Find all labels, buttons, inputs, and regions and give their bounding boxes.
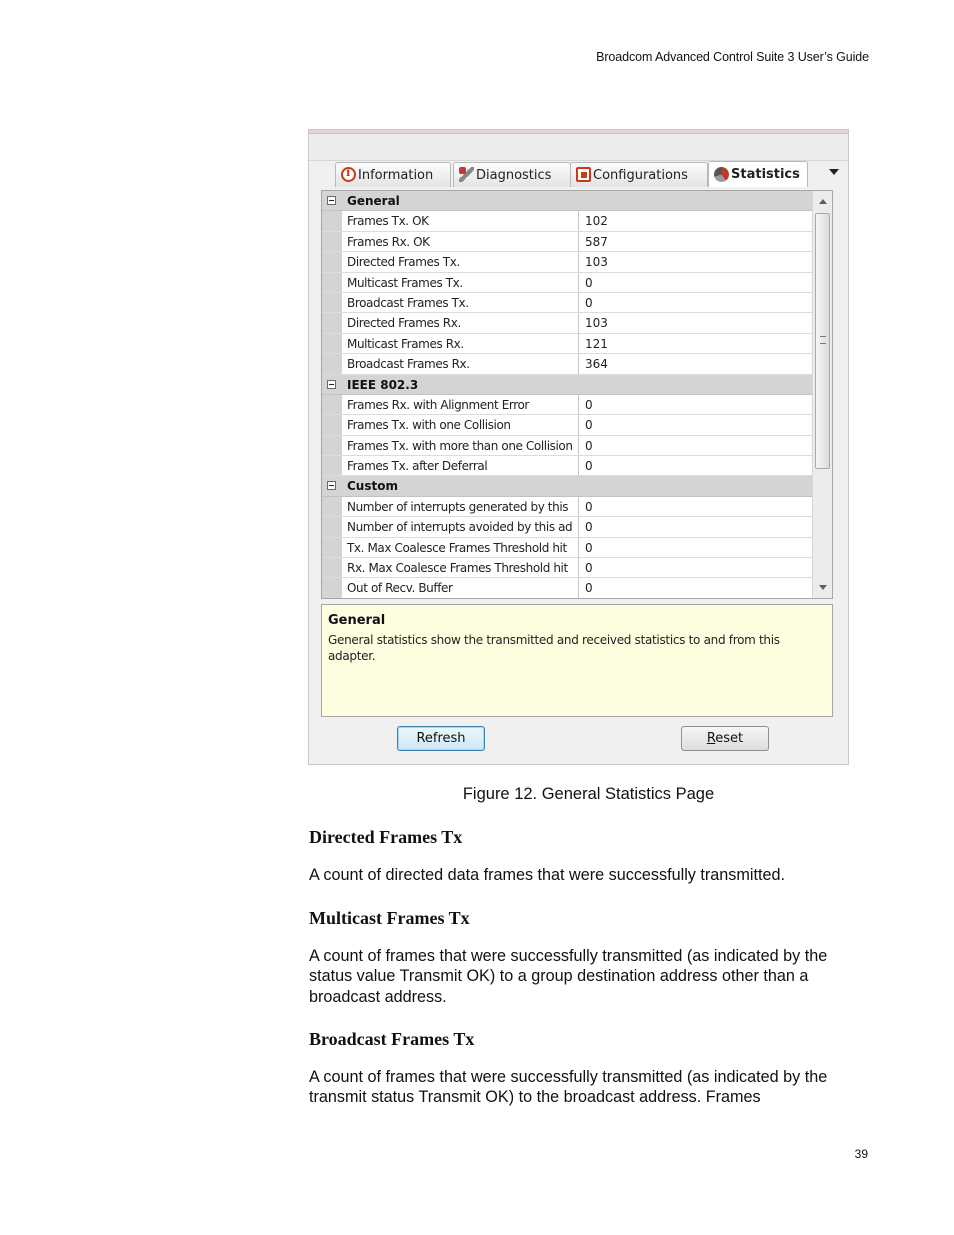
property-name: Tx. Max Coalesce Frames Threshold hit — [347, 540, 567, 555]
scroll-down-icon[interactable] — [819, 585, 827, 590]
property-row[interactable] — [322, 252, 812, 272]
property-value: 364 — [585, 357, 608, 372]
property-name: Frames Rx. with Alignment Error — [347, 397, 529, 412]
vertical-scrollbar[interactable] — [812, 191, 832, 598]
column-divider — [578, 211, 579, 230]
property-value: 0 — [585, 561, 593, 576]
property-value: 587 — [585, 234, 608, 249]
running-header: Broadcom Advanced Control Suite 3 User’s Guide — [596, 50, 869, 64]
property-name: Multicast Frames Tx. — [347, 275, 463, 290]
grid-rows — [322, 191, 812, 599]
tab-statistics[interactable] — [708, 161, 808, 187]
property-row[interactable] — [322, 273, 812, 293]
column-divider — [578, 538, 579, 557]
property-row[interactable] — [322, 456, 812, 476]
property-value: 0 — [585, 397, 593, 412]
property-row[interactable] — [322, 232, 812, 252]
column-divider — [578, 517, 579, 536]
property-name: Rx. Max Coalesce Frames Threshold hit — [347, 561, 568, 576]
info-icon — [341, 167, 356, 182]
window-toolbar-strip — [309, 134, 848, 161]
section-text-multicast: A count of frames that were successfully transmitted (as indicated by the status value Transmit OK) to a group destination address other than a broadcast address. — [309, 947, 828, 1006]
property-value: 0 — [585, 581, 593, 596]
category-name: IEEE 802.3 — [347, 377, 419, 392]
column-divider — [578, 558, 579, 577]
page-number: 39 — [854, 1147, 868, 1161]
reset-label-rest: eset — [715, 731, 744, 746]
property-row[interactable] — [322, 497, 812, 517]
property-value: 103 — [585, 255, 608, 270]
description-title: General — [328, 613, 386, 628]
property-value: 103 — [585, 316, 608, 331]
refresh-button[interactable]: Refresh — [397, 726, 485, 751]
category-row[interactable] — [322, 476, 812, 496]
property-row[interactable] — [322, 558, 812, 578]
reset-button[interactable] — [681, 726, 769, 751]
tab-overflow-dropdown-icon[interactable] — [829, 169, 839, 175]
collapse-minus-icon[interactable] — [327, 481, 336, 490]
column-divider — [578, 293, 579, 312]
property-name: Number of interrupts generated by this — [347, 499, 569, 514]
property-value: 121 — [585, 336, 608, 351]
section-heading-broadcast: Broadcast Frames Tx — [309, 1029, 475, 1049]
description-panel — [321, 604, 833, 717]
section-heading-directed: Directed Frames Tx — [309, 827, 463, 847]
property-name: Number of interrupts avoided by this ad — [347, 520, 573, 535]
column-divider — [578, 313, 579, 332]
property-value: 0 — [585, 438, 593, 453]
tab-label: Statistics — [731, 167, 800, 182]
property-value: 0 — [585, 275, 593, 290]
column-divider — [578, 395, 579, 414]
property-name: Broadcast Frames Rx. — [347, 357, 470, 372]
property-value: 0 — [585, 459, 593, 474]
category-row[interactable] — [322, 375, 812, 395]
collapse-minus-icon[interactable] — [327, 380, 336, 389]
property-name: Multicast Frames Rx. — [347, 336, 464, 351]
reset-mnemonic: R — [706, 731, 716, 746]
tab-configurations[interactable] — [570, 162, 708, 187]
property-row[interactable] — [322, 395, 812, 415]
category-row[interactable] — [322, 191, 812, 211]
section-text-directed: A count of directed data frames that were successfully transmitted. — [309, 866, 785, 884]
property-row[interactable] — [322, 211, 812, 231]
column-divider — [578, 578, 579, 597]
property-value: 0 — [585, 499, 593, 514]
column-divider — [578, 252, 579, 271]
property-row[interactable] — [322, 578, 812, 598]
property-name: Broadcast Frames Tx. — [347, 295, 469, 310]
property-row[interactable] — [322, 293, 812, 313]
section-text-broadcast: A count of frames that were successfully transmitted (as indicated by the transmit status Transmit OK) to the broadcast address. Frames — [309, 1068, 828, 1107]
property-name: Frames Tx. after Deferral — [347, 459, 488, 474]
property-name: Frames Tx. with more than one Collision — [347, 438, 573, 453]
category-name: General — [347, 194, 400, 208]
property-row[interactable] — [322, 334, 812, 354]
property-row[interactable] — [322, 538, 812, 558]
figure-caption: Figure 12. General Statistics Page — [462, 785, 715, 803]
property-row[interactable] — [322, 517, 812, 537]
property-value: 0 — [585, 295, 593, 310]
statistics-icon — [714, 167, 729, 182]
column-divider — [578, 497, 579, 516]
property-row[interactable] — [322, 436, 812, 456]
column-divider — [578, 415, 579, 434]
config-icon — [576, 167, 591, 182]
column-divider — [578, 354, 579, 373]
property-name: Out of Recv. Buffer — [347, 581, 453, 596]
statistics-property-grid — [321, 190, 833, 599]
tab-information[interactable] — [335, 162, 451, 187]
column-divider — [578, 436, 579, 455]
tab-label: Configurations — [593, 167, 688, 183]
property-value: 0 — [585, 540, 593, 555]
property-name: Frames Tx. OK — [347, 214, 429, 229]
column-divider — [578, 456, 579, 475]
tab-bar — [315, 162, 843, 187]
category-name: Custom — [347, 479, 398, 494]
collapse-minus-icon[interactable] — [327, 196, 336, 205]
property-name: Frames Rx. OK — [347, 234, 430, 249]
description-text: General statistics show the transmitted and received statistics to and from this adapter. — [328, 633, 780, 663]
wrench-icon — [459, 167, 474, 182]
column-divider — [578, 232, 579, 251]
property-name: Frames Tx. with one Collision — [347, 418, 511, 433]
statistics-screenshot — [308, 129, 849, 765]
property-value: 102 — [585, 214, 608, 229]
column-divider — [578, 334, 579, 353]
tab-diagnostics[interactable] — [453, 162, 571, 187]
property-value: 0 — [585, 418, 593, 433]
property-row[interactable] — [322, 415, 812, 435]
column-divider — [578, 273, 579, 292]
scroll-up-icon[interactable] — [819, 199, 827, 204]
tab-label: Diagnostics — [476, 167, 552, 183]
scroll-thumb[interactable] — [815, 213, 830, 469]
property-name: Directed Frames Rx. — [347, 316, 461, 331]
property-row[interactable] — [322, 354, 812, 374]
section-heading-multicast: Multicast Frames Tx — [309, 908, 470, 928]
property-name: Directed Frames Tx. — [347, 255, 460, 270]
property-value: 0 — [585, 520, 593, 535]
property-row[interactable] — [322, 313, 812, 333]
tab-label: Information — [358, 167, 434, 183]
